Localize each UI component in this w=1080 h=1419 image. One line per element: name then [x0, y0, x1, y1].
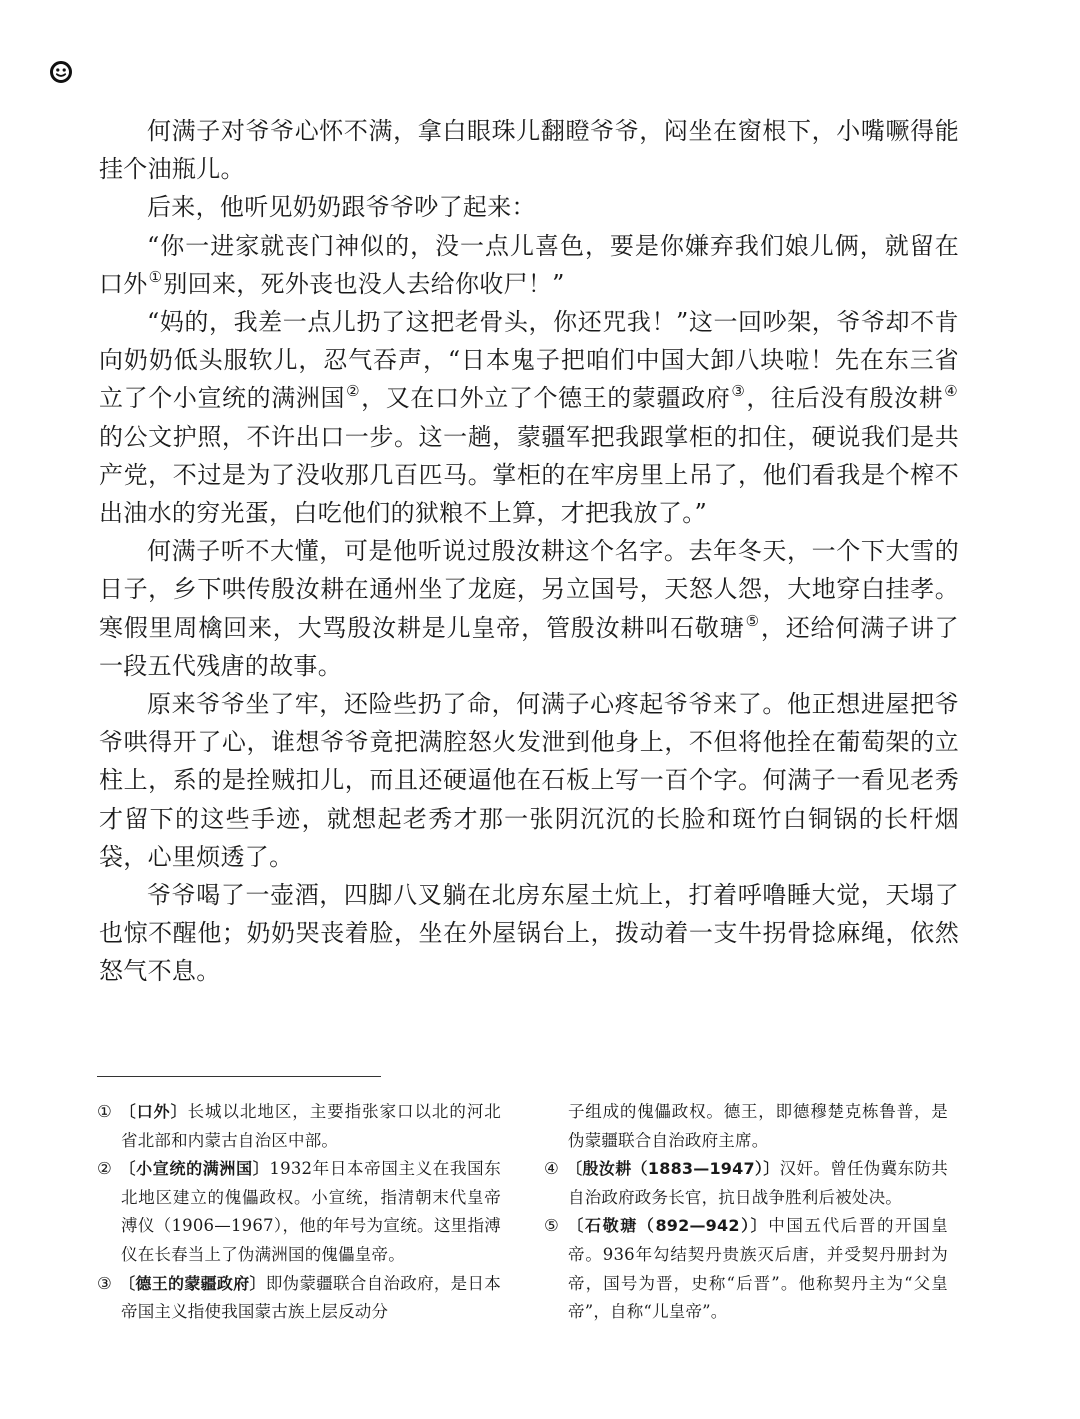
story-paragraph: [99, 188, 959, 226]
footnote-text: 1932年日本帝国主义在我国东北地区建立的傀儡政权。小宣统，指清朝末代皇帝溥仪（1906—1967），他的年号为宣统。这里指溥仪在长春当上了伪满洲国的傀儡皇帝。: [121, 1159, 501, 1264]
footnotes-right-column: [544, 1098, 948, 1327]
story-paragraph: [99, 227, 959, 303]
footnote-5: [544, 1212, 948, 1326]
paragraph-text: 爷爷喝了一壶酒，四脚八叉躺在北房东屋土炕上，打着呼噜睡大觉，天塌了也惊不醒他；奶奶哭丧着脸，坐在外屋锅台上，拨动着一支牛拐骨捻麻绳，依然怒气不息。: [99, 881, 959, 986]
footnote-text: 中国五代后晋的开国皇帝。936年勾结契丹贵族灭后唐，并受契丹册封为帝，国号为晋，史称“后晋”。他称契丹主为“父皇帝”，自称“儿皇帝”。: [568, 1216, 948, 1322]
footnote-reference-marker: ④: [944, 382, 959, 401]
paragraph-text: ，往后没有殷汝耕: [746, 384, 944, 413]
story-paragraph: [99, 303, 959, 532]
story-paragraph: [99, 532, 959, 685]
footnote-reference-marker: ⑤: [745, 611, 760, 630]
story-paragraph: [99, 112, 959, 188]
paragraph-text: ，还给何满子讲了一段五代残唐的故事。: [99, 613, 959, 680]
footnote-marker: ⑤: [544, 1216, 559, 1236]
paragraph-text: 原来爷爷坐了牢，还险些扔了命，何满子心疼起爷爷来了。他正想进屋把爷爷哄得开了心，谁想爷爷竟把满腔怒火发泄到他身上，不但将他拴在葡萄架的立柱上，系的是拴贼扣儿，而且还硬逼他在石板上写一百个字。何满子一看见老秀才留下的这些手迹，就想起老秀才那一张阴沉沉的长脸和斑竹白铜锅的长杆烟袋，心里烦透了。: [99, 690, 959, 871]
footnote-text: 汉奸。曾任伪冀东防共自治政府政务长官，抗日战争胜利后被处决。: [568, 1159, 949, 1207]
footnote-term: 〔石敬瑭（892—942）〕: [566, 1216, 769, 1236]
paragraph-text: “你一进家就丧门神似的，没一点儿喜色，要是你嫌弃我们娘儿俩，就留在口外: [99, 231, 959, 298]
story-paragraph: [99, 685, 959, 876]
footnote-term: 〔口外〕: [119, 1102, 188, 1121]
footnote-1: [97, 1098, 501, 1155]
footnote-3: [97, 1270, 501, 1327]
paragraph-text: 的公文护照，不许出口一步。这一趟，蒙疆军把我跟掌柜的扣住，硬说我们是共产党，不过是为了没收那几百匹马。掌柜的在牢房里上吊了，他们看我是个榨不出油水的穷光蛋，白吃他们的狱粮不上算，才把我放了。”: [99, 422, 959, 528]
footnote-marker: ①: [97, 1102, 112, 1121]
paragraph-text: 后来，他听见奶奶跟爷爷吵了起来：: [147, 193, 536, 222]
footnote-term: 〔殷汝耕（1883—1947）〕: [566, 1159, 780, 1179]
footnote-marker: ②: [97, 1159, 112, 1179]
smiley-face-icon: [49, 60, 73, 84]
footnote-term: 〔小宣统的满洲国〕: [119, 1159, 270, 1179]
footnote-divider: [97, 1076, 381, 1077]
paragraph-text: ，又在口外立了个德王的蒙疆政府: [361, 384, 731, 413]
footnote-reference-marker: ①: [148, 267, 163, 286]
footnote-term: 〔德王的蒙疆政府〕: [119, 1273, 266, 1293]
footnote-text: 长城以北地区，主要指张家口以北的河北省北部和内蒙古自治区中部。: [121, 1102, 501, 1150]
story-paragraph: [99, 876, 959, 991]
footnote-3-continued: 子组成的傀儡政权。德王，即德穆楚克栋鲁普，是伪蒙疆联合自治政府主席。: [568, 1102, 948, 1150]
footnote-reference-marker: ③: [731, 382, 746, 401]
paragraph-text: 何满子听不大懂，可是他听说过殷汝耕这个名字。去年冬天，一个下大雪的日子，乡下哄传殷汝耕在通州坐了龙庭，另立国号，天怒人怨，大地穿白挂孝。寒假里周檎回来，大骂殷汝耕是儿皇帝，管殷汝耕叫石敬瑭: [99, 537, 959, 642]
footnote-marker: ③: [97, 1273, 112, 1293]
footnote-marker: ④: [544, 1159, 559, 1179]
paragraph-text: 何满子对爷爷心怀不满，拿白眼珠儿翻瞪爷爷，闷坐在窗根下，小嘴噘得能挂个油瓶儿。: [99, 117, 959, 184]
paragraph-text: 别回来，死外丧也没人去给你收尸！”: [163, 269, 565, 298]
paragraph-text: “妈的，我差一点儿扔了这把老骨头，你还咒我！”这一回吵架，爷爷却不肯向奶奶低头服软儿，忍气吞声，“日本鬼子把咱们中国大卸八块啦！先在东三省立了个小宣统的满洲国: [99, 308, 959, 413]
footnotes-left-column: [97, 1098, 501, 1327]
footnote-reference-marker: ②: [346, 382, 361, 401]
story-body-text: [99, 112, 959, 991]
footnote-text: 即伪蒙疆联合自治政府，是日本帝国主义指使我国蒙古族上层反动分: [121, 1273, 501, 1322]
footnote-4: [544, 1155, 948, 1212]
footnote-2: [97, 1155, 501, 1269]
